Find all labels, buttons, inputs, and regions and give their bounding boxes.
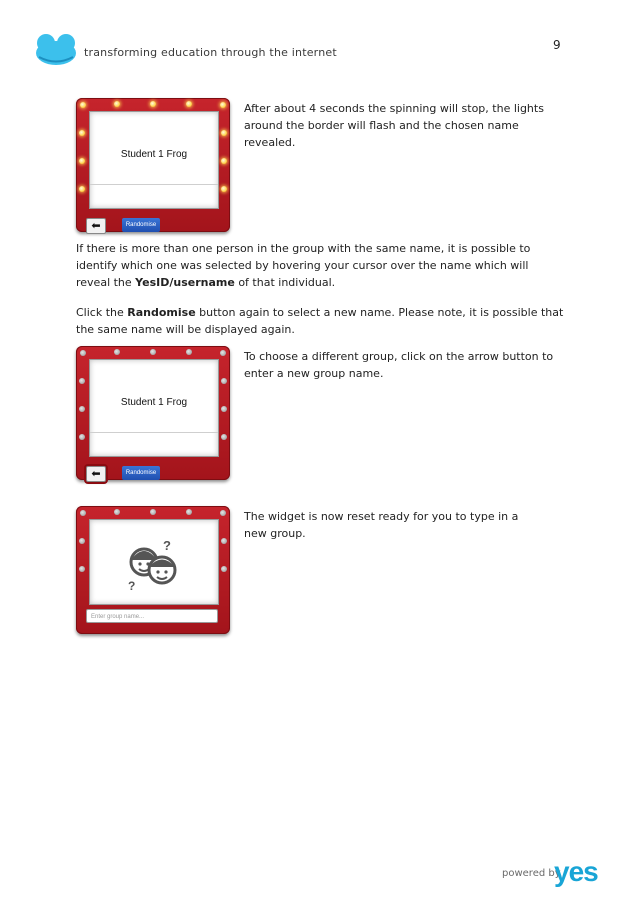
randomiser-widget-arrow-highlight [76,346,230,480]
chosen-student-name: Student 1 Frog [120,149,188,160]
border-light [79,406,85,412]
border-light [114,101,120,107]
yes-brand-logo: yes [554,856,598,887]
border-light [220,102,226,108]
border-light [220,350,226,356]
randomiser-widget-spinning [76,98,230,232]
border-light [80,350,86,356]
border-light [150,101,156,107]
left-arrow-icon: ⬅ [91,219,101,232]
border-light [114,509,120,515]
section3-text: The widget is now reset ready for you to type in a new group. [244,510,519,540]
border-light [221,538,227,544]
back-arrow-button[interactable] [86,466,106,482]
widget-screen [89,111,219,209]
paragraph-duplicate-names: If there is more than one person in the group with the same name, it is possible to identify which one was selected by hovering your cursor over the name which will reveal the YesID/username of that individual. [76,242,531,289]
paragraph-randomise-again: Click the Randomise button again to select a new name. Please note, it is possible that the same name will be displayed again. [76,306,564,336]
frog-logo-icon [33,33,79,67]
svg-text:?: ? [163,538,171,553]
border-light [186,349,192,355]
border-light [150,349,156,355]
border-light [79,158,85,164]
randomise-button[interactable]: Randomise [122,466,160,480]
page-number: 9 [553,38,561,52]
border-light [186,509,192,515]
randomise-button[interactable]: Randomise [122,218,160,232]
border-light [114,349,120,355]
section2-text: To choose a different group, click on the arrow button to enter a new group name. [244,350,554,380]
border-light [79,378,85,384]
border-light [80,102,86,108]
question-faces-icon [120,536,186,592]
group-name-input[interactable]: Enter group name... [86,609,218,623]
border-light [221,378,227,384]
chosen-student-name: Student 1 Frog [120,397,188,408]
widget-screen [89,359,219,457]
border-light [80,510,86,516]
border-light [221,406,227,412]
border-light [79,538,85,544]
border-light [79,566,85,572]
section1-text: After about 4 seconds the spinning will stop, the lights around the border will flash and the chosen name revealed. [244,102,544,149]
border-light [221,158,227,164]
randomise-term: Randomise [127,306,196,319]
header-tagline: transforming education through the internet [84,46,337,59]
border-light [221,434,227,440]
border-light [150,509,156,515]
svg-text:?: ? [128,579,136,592]
yesid-username-term: YesID/username [135,276,235,289]
left-arrow-icon: ⬅ [91,467,101,480]
back-arrow-button[interactable] [86,218,106,234]
randomiser-widget-reset [76,506,230,634]
powered-by-label: powered by [502,868,561,879]
border-light [79,130,85,136]
widget-screen [89,519,219,605]
border-light [221,566,227,572]
border-light [79,434,85,440]
border-light [220,510,226,516]
border-light [79,186,85,192]
border-light [186,101,192,107]
border-light [221,130,227,136]
border-light [221,186,227,192]
